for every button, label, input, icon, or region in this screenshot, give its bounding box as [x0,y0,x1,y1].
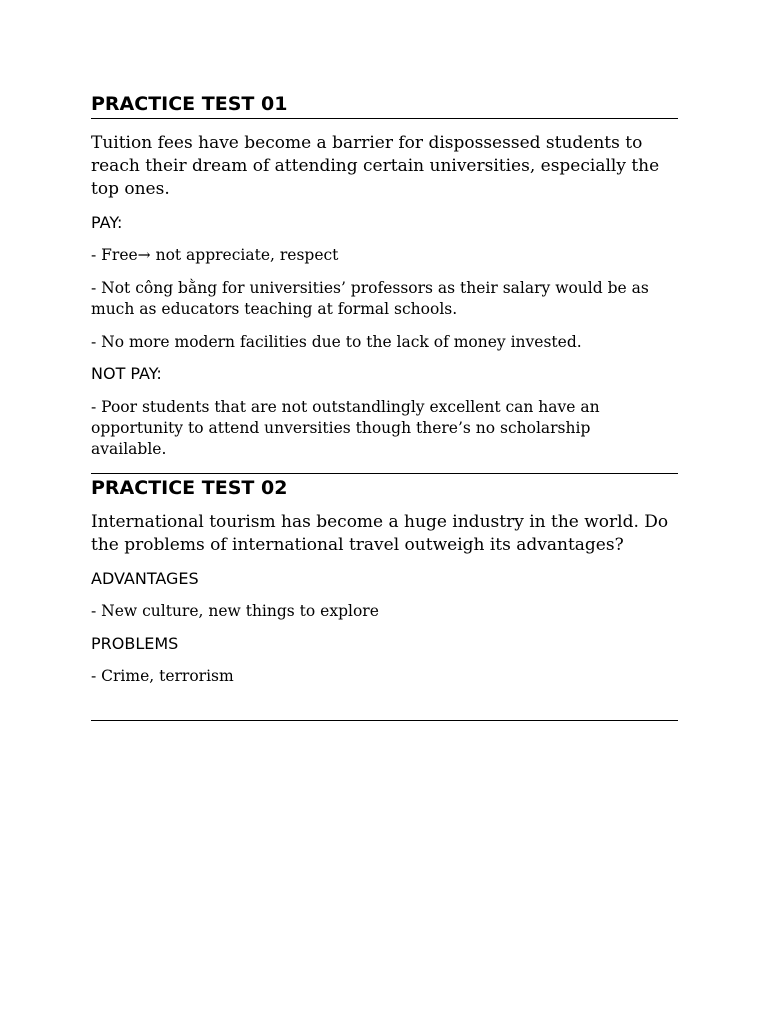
pay-point: - Not công bằng for universities’ professors as their salary would be as much as educators teaching at formal schools. [91,279,649,318]
practice-test-02-prompt: International tourism has become a huge industry in the world. Do the problems of international travel outweigh its advantages? [91,512,669,555]
practice-test-02-title: PRACTICE TEST 02 [91,473,678,500]
pay-point: - Free→ not appreciate, respect [91,246,339,264]
advantages-heading: ADVANTAGES [91,569,199,588]
problems-point: - Crime, terrorism [91,667,234,685]
pay-point: - No more modern facilities due to the lack of money invested. [91,333,582,351]
not-pay-point: - Poor students that are not outstandlingly excellent can have an opportunity to attend unversities though there’s no scholarship available. [91,398,600,458]
practice-test-01-prompt: Tuition fees have become a barrier for dispossessed students to reach their dream of attending certain universities, especially the top ones. [91,133,660,199]
pay-heading: PAY: [91,213,123,232]
advantages-point: - New culture, new things to explore [91,602,379,620]
bottom-divider [91,720,678,721]
problems-heading: PROBLEMS [91,634,179,653]
practice-test-01-title: PRACTICE TEST 01 [91,92,678,119]
not-pay-heading: NOT PAY: [91,364,162,383]
